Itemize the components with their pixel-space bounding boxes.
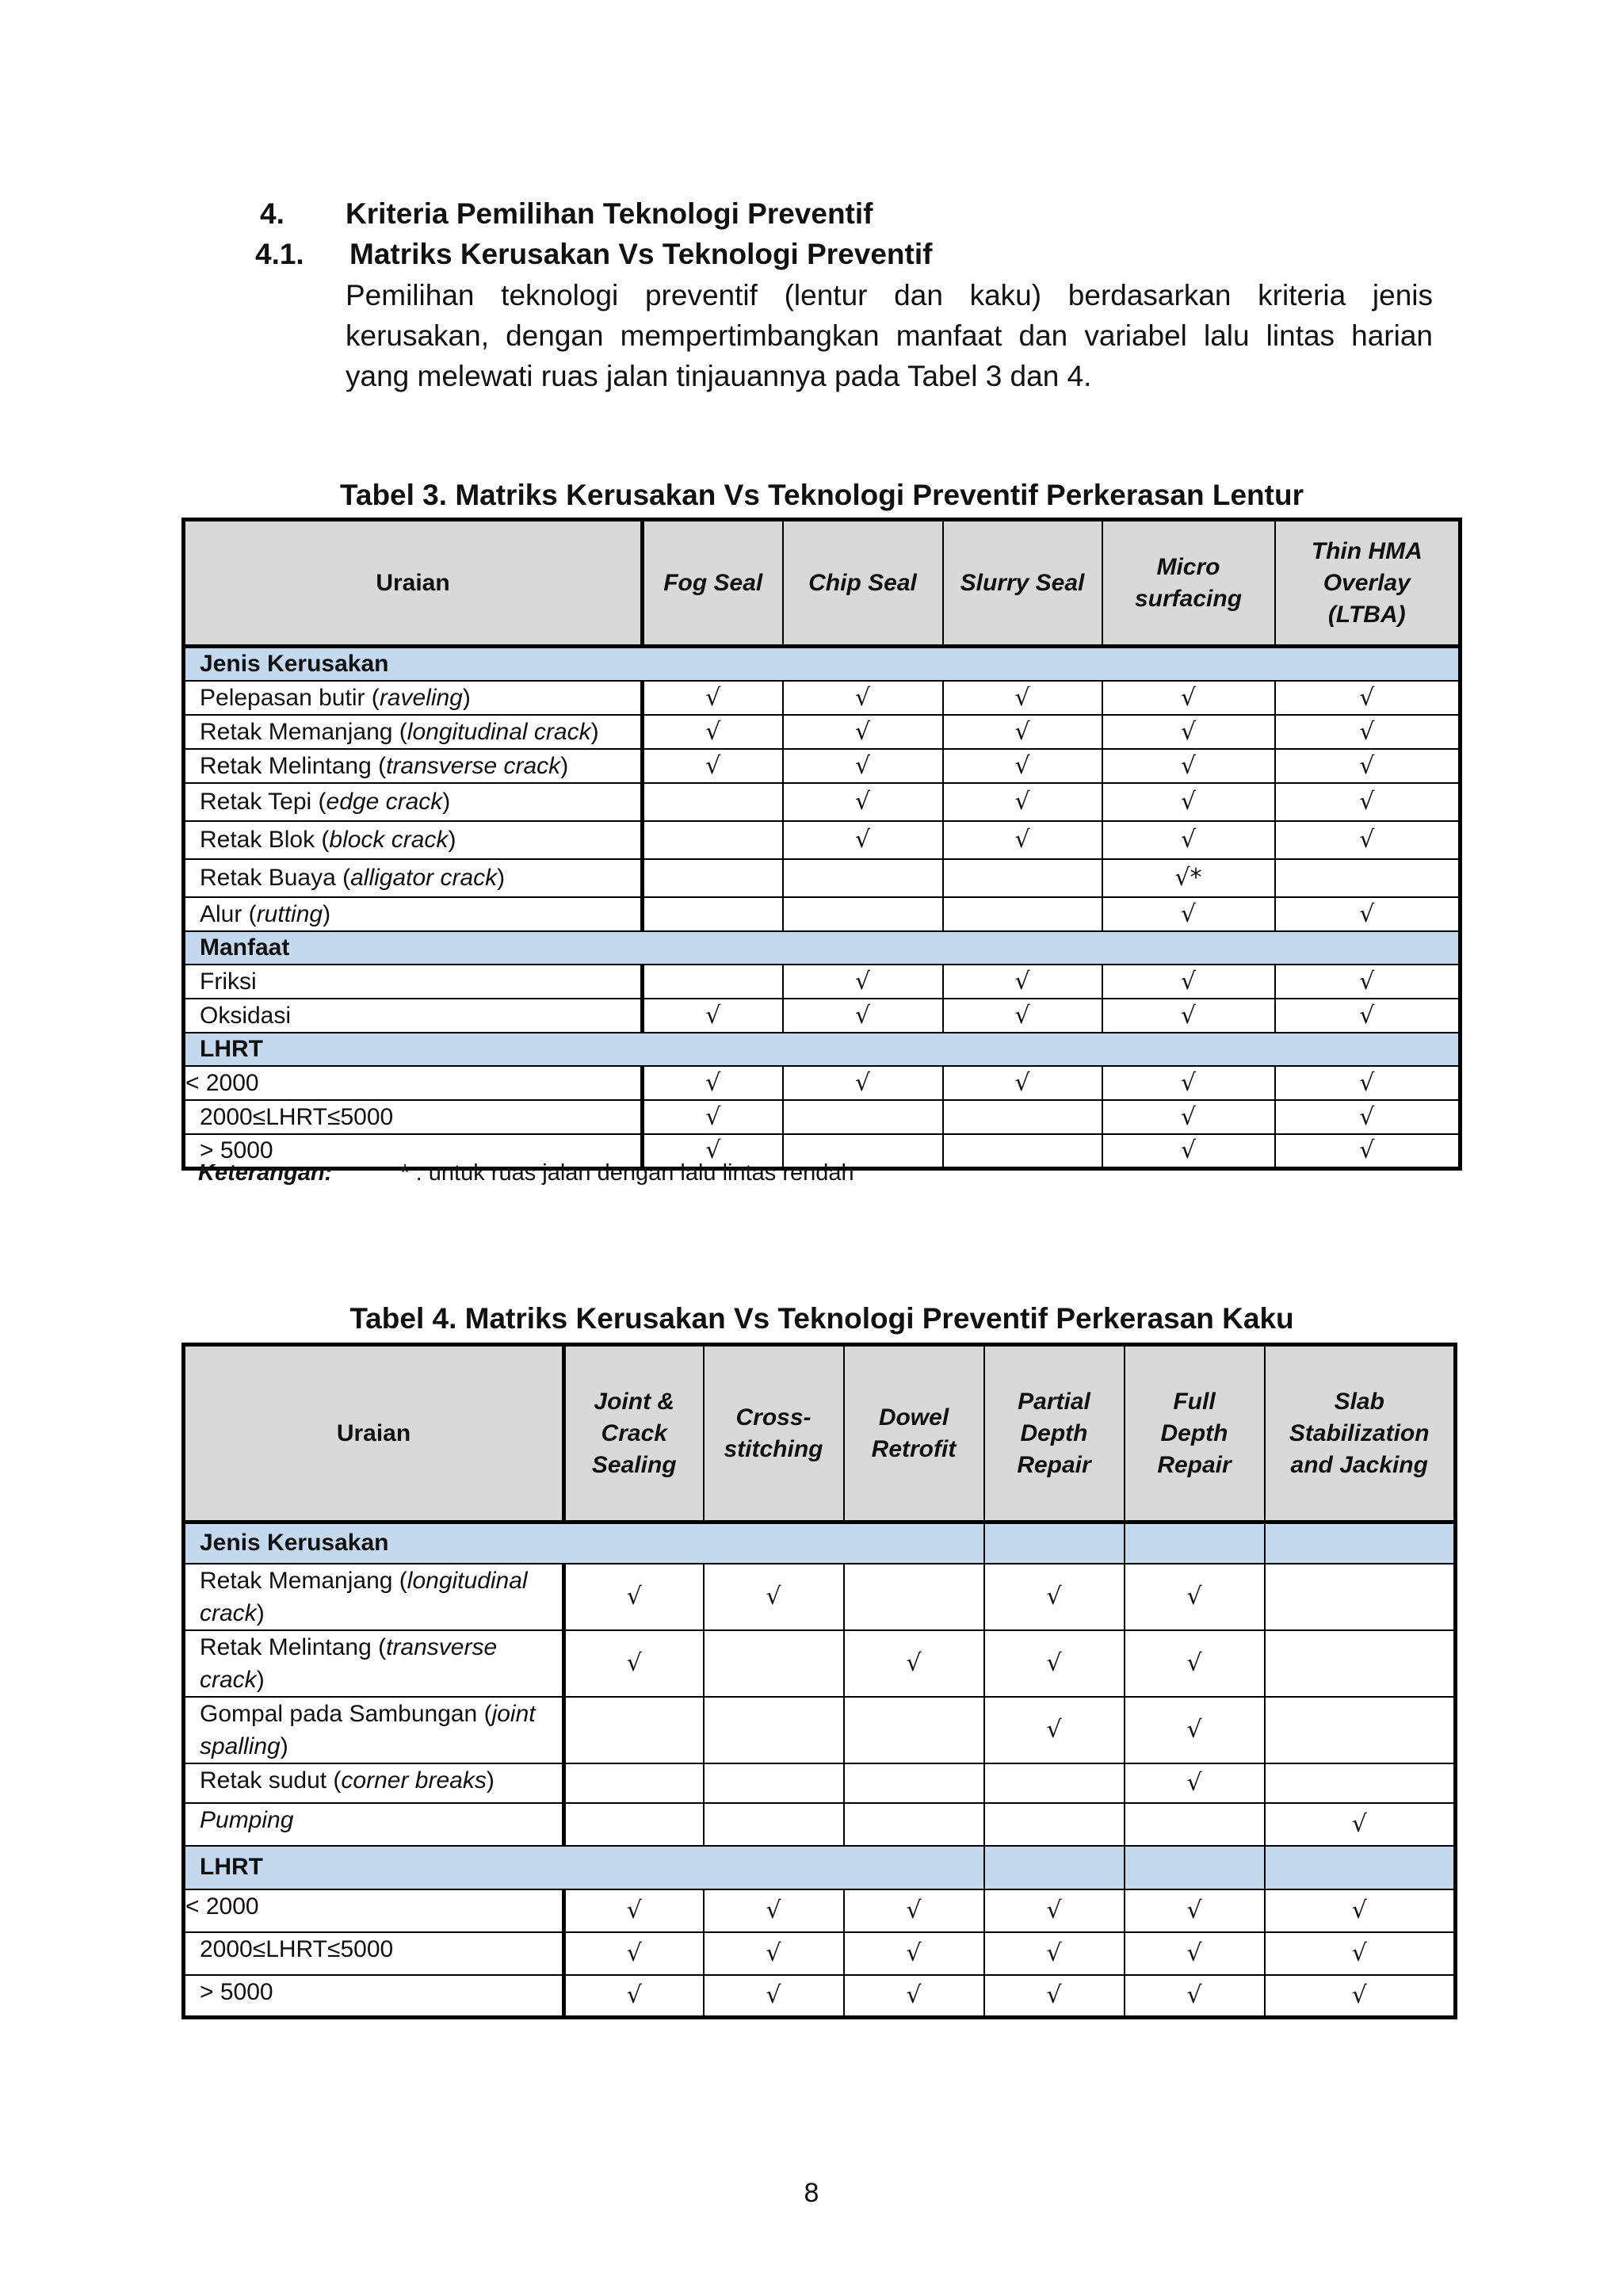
check-mark: √: [1275, 1066, 1461, 1100]
table4-header-cross-stitching: Cross-stitching: [704, 1345, 844, 1522]
check-mark: √: [1275, 1134, 1461, 1169]
check-mark: √: [783, 1066, 943, 1100]
row-label-suffix: ): [590, 718, 599, 745]
section-label: Manfaat: [184, 931, 1461, 965]
row-label: [184, 715, 643, 749]
check-mark: √: [943, 783, 1102, 821]
row-label-text: Retak Melintang (: [200, 752, 387, 779]
check-mark: √: [943, 681, 1102, 715]
empty-cell: [704, 1763, 844, 1803]
row-label-text: Retak Melintang (: [200, 1633, 387, 1660]
section-label: Jenis Kerusakan: [184, 1522, 984, 1564]
row-label: [184, 1100, 643, 1134]
section-cell: [984, 1846, 1125, 1889]
check-mark: √: [704, 1564, 844, 1630]
empty-cell: [844, 1697, 984, 1763]
check-mark: √: [643, 999, 783, 1033]
check-mark: √: [643, 1100, 783, 1134]
row-label-text: > 5000: [200, 1978, 273, 2005]
check-mark: √: [1102, 681, 1275, 715]
row-label-term: longitudinal crack: [407, 718, 591, 745]
row-label-suffix: ): [462, 684, 471, 711]
row-label-text: Pelepasan butir (: [200, 684, 380, 711]
section-row-jenis-kerusakan: [184, 1522, 1456, 1564]
row-label-term: joint spalling: [200, 1700, 536, 1759]
row-label: [184, 1932, 564, 1975]
row-label-term: edge crack: [326, 789, 443, 815]
check-mark: √: [1125, 1697, 1265, 1763]
check-mark: √: [844, 1889, 984, 1932]
table-row: [184, 749, 1461, 783]
check-mark: √: [1275, 1100, 1461, 1134]
check-mark: √: [1102, 821, 1275, 859]
row-label-suffix: ): [448, 827, 456, 853]
empty-cell: [1125, 1803, 1265, 1846]
row-label: [184, 749, 643, 783]
row-label-text: Friksi: [200, 968, 257, 995]
check-mark: √: [1265, 1975, 1456, 2018]
check-mark: √: [1265, 1889, 1456, 1932]
row-label-suffix: ): [280, 1733, 288, 1759]
empty-cell: [643, 859, 783, 897]
check-mark: √: [783, 821, 943, 859]
row-label-suffix: ): [323, 900, 331, 927]
check-mark: √: [1275, 783, 1461, 821]
row-label: [184, 1763, 564, 1803]
empty-cell: [1265, 1630, 1456, 1697]
table4-header-slab-stabilization: Slab Stabilization and Jacking: [1265, 1345, 1456, 1522]
check-mark: √: [1275, 821, 1461, 859]
row-label-suffix: ): [256, 1599, 265, 1626]
table4-header-partial-depth-repair: Partial Depth Repair: [984, 1345, 1125, 1522]
table-row: [184, 1975, 1456, 2018]
check-mark: √: [704, 1889, 844, 1932]
table-row: [184, 1803, 1456, 1846]
section-cell: [1125, 1522, 1265, 1564]
check-mark: √: [564, 1564, 704, 1630]
check-mark: √: [1275, 749, 1461, 783]
row-label-suffix: ): [497, 865, 506, 891]
table3-header-fog-seal: Fog Seal: [643, 520, 783, 647]
table-row: [184, 821, 1461, 859]
section-row-lhrt: [184, 1846, 1456, 1889]
table3-header-thin-hma: Thin HMA Overlay (LTBA): [1275, 520, 1461, 647]
row-label-term: transverse crack: [386, 752, 561, 779]
row-label: [184, 897, 643, 931]
check-mark: √: [943, 715, 1102, 749]
subsection-title: Matriks Kerusakan Vs Teknologi Preventif: [349, 238, 933, 270]
section-cell: [1125, 1846, 1265, 1889]
row-label: [184, 1975, 564, 2018]
page-number: 8: [804, 2178, 819, 2208]
section-title: Kriteria Pemilihan Teknologi Preventif: [346, 197, 873, 230]
check-mark: √: [783, 749, 943, 783]
check-mark: √: [1265, 1803, 1456, 1846]
note-text: * : untuk ruas jalan dengan lalu lintas rendah: [400, 1160, 854, 1186]
empty-cell: [943, 1100, 1102, 1134]
check-mark: √: [643, 1134, 783, 1169]
table3-header-chip-seal: Chip Seal: [783, 520, 943, 647]
table-row: [184, 1763, 1456, 1803]
row-label-term: longitudinal crack: [200, 1567, 528, 1626]
row-label-text: < 2000: [185, 1069, 259, 1096]
check-mark: √: [783, 681, 943, 715]
check-mark: √: [1275, 999, 1461, 1033]
row-label-text: Retak sudut (: [200, 1767, 342, 1794]
row-label: [184, 999, 643, 1033]
table-row: [184, 1697, 1456, 1763]
row-label-suffix: ): [560, 752, 569, 779]
row-label: [184, 859, 643, 897]
empty-cell: [844, 1564, 984, 1630]
check-mark: √: [564, 1889, 704, 1932]
table-row: [184, 965, 1461, 999]
empty-cell: [844, 1803, 984, 1846]
section-row-jenis-kerusakan: [184, 647, 1461, 682]
check-mark: √: [1125, 1932, 1265, 1975]
check-mark: √: [1265, 1932, 1456, 1975]
row-label-text: 2000≤LHRT≤5000: [200, 1935, 394, 1962]
check-mark: √: [943, 749, 1102, 783]
table-row: [184, 1564, 1456, 1630]
section-cell: [1265, 1846, 1456, 1889]
table-row: [184, 897, 1461, 931]
empty-cell: [984, 1763, 1125, 1803]
check-mark: √: [564, 1630, 704, 1697]
table4: [181, 1343, 1457, 2019]
table4-header-dowel-retrofit: Dowel Retrofit: [844, 1345, 984, 1522]
empty-cell: [704, 1803, 844, 1846]
row-label-text: Retak Memanjang (: [200, 718, 407, 745]
section-number: 4.: [260, 197, 285, 230]
row-label-term: raveling: [379, 684, 463, 711]
row-label-term: Pumping: [200, 1806, 294, 1833]
table4-header-full-depth-repair: Full Depth Repair: [1125, 1345, 1265, 1522]
empty-cell: [943, 859, 1102, 897]
table-row: [184, 681, 1461, 715]
table4-caption: Tabel 4. Matriks Kerusakan Vs Teknologi Preventif Perkerasan Kaku: [349, 1302, 1294, 1335]
row-label: [184, 1697, 564, 1763]
row-label-term: transverse crack: [200, 1633, 498, 1693]
empty-cell: [783, 859, 943, 897]
empty-cell: [643, 821, 783, 859]
check-mark: √: [984, 1697, 1125, 1763]
table3-header-slurry-seal: Slurry Seal: [943, 520, 1102, 647]
table3-note: [198, 1159, 854, 1187]
row-label-text: Retak Memanjang (: [200, 1567, 407, 1594]
row-label-text: < 2000: [185, 1893, 259, 1920]
check-mark: √: [984, 1975, 1125, 2018]
row-label-suffix: ): [256, 1666, 265, 1693]
row-label-term: alligator crack: [350, 865, 498, 891]
table-row: [184, 1630, 1456, 1697]
check-mark: √: [783, 783, 943, 821]
empty-cell: [704, 1697, 844, 1763]
empty-cell: [844, 1763, 984, 1803]
check-mark: √: [643, 715, 783, 749]
table-row: [184, 999, 1461, 1033]
row-label-text: Oksidasi: [200, 1002, 292, 1029]
table-row: [184, 1889, 1456, 1932]
section-cell: [1265, 1522, 1456, 1564]
check-mark: √: [844, 1630, 984, 1697]
empty-cell: [943, 897, 1102, 931]
row-label-text: Retak Tepi (: [200, 789, 327, 815]
empty-cell: [783, 1100, 943, 1134]
check-mark: √: [704, 1975, 844, 2018]
row-label: [184, 783, 643, 821]
empty-cell: [564, 1803, 704, 1846]
check-mark: √: [1102, 1100, 1275, 1134]
check-mark: √: [643, 681, 783, 715]
check-mark: √: [1102, 999, 1275, 1033]
table3-header-uraian: Uraian: [184, 520, 643, 647]
row-label: [184, 965, 643, 999]
section-label: Jenis Kerusakan: [184, 647, 1461, 682]
intro-paragraph: Pemilihan teknologi preventif (lentur dan kaku) berdasarkan kriteria jenis kerusakan, dengan mempertimbangkan manfaat dan variabel lalu lintas harian yang melewati ruas jalan tinjauannya pada Tabel 3 dan 4.: [346, 279, 1433, 392]
row-label-suffix: ): [442, 789, 451, 815]
section-row-manfaat: [184, 931, 1461, 965]
section-cell: [984, 1522, 1125, 1564]
row-label: [184, 1066, 643, 1100]
check-mark: √: [783, 999, 943, 1033]
empty-cell: [1265, 1564, 1456, 1630]
row-label-text: Retak Buaya (: [200, 865, 351, 891]
table-row: [184, 1100, 1461, 1134]
check-mark: √: [984, 1564, 1125, 1630]
empty-cell: [943, 1134, 1102, 1169]
check-mark: √: [943, 999, 1102, 1033]
empty-cell: [1275, 859, 1461, 897]
row-label: [184, 821, 643, 859]
table-row: [184, 859, 1461, 897]
table4-header-joint-crack-sealing: Joint & Crack Sealing: [564, 1345, 704, 1522]
check-mark: √: [984, 1630, 1125, 1697]
empty-cell: [1265, 1763, 1456, 1803]
row-label-text: Retak Blok (: [200, 827, 330, 853]
row-label-term: corner breaks: [341, 1767, 487, 1794]
check-mark: √: [1102, 897, 1275, 931]
check-mark: √: [1275, 965, 1461, 999]
check-mark: √*: [1102, 859, 1275, 897]
table-row: [184, 1066, 1461, 1100]
row-label-text: 2000≤LHRT≤5000: [200, 1103, 394, 1130]
section-label: LHRT: [184, 1033, 1461, 1066]
table3: [181, 518, 1462, 1171]
empty-cell: [984, 1803, 1125, 1846]
check-mark: √: [943, 821, 1102, 859]
row-label-term: rutting: [256, 900, 323, 927]
table-row: [184, 1932, 1456, 1975]
row-label-text: Alur (: [200, 900, 257, 927]
empty-cell: [704, 1630, 844, 1697]
table4-header-uraian: Uraian: [184, 1345, 564, 1522]
check-mark: √: [564, 1975, 704, 2018]
empty-cell: [564, 1763, 704, 1803]
check-mark: √: [984, 1932, 1125, 1975]
check-mark: √: [704, 1932, 844, 1975]
check-mark: √: [783, 965, 943, 999]
check-mark: √: [1275, 897, 1461, 931]
row-label: [184, 1564, 564, 1630]
empty-cell: [643, 783, 783, 821]
empty-cell: [783, 897, 943, 931]
row-label-suffix: ): [486, 1767, 495, 1794]
check-mark: √: [844, 1932, 984, 1975]
table-row: [184, 715, 1461, 749]
subsection-number: 4.1.: [255, 238, 304, 270]
check-mark: √: [643, 749, 783, 783]
row-label-text: Gompal pada Sambungan (: [200, 1700, 492, 1727]
empty-cell: [1265, 1697, 1456, 1763]
check-mark: √: [1102, 749, 1275, 783]
check-mark: √: [984, 1889, 1125, 1932]
table3-caption: Tabel 3. Matriks Kerusakan Vs Teknologi Preventif Perkerasan Lentur: [340, 479, 1304, 511]
row-label: [184, 1803, 564, 1846]
check-mark: √: [1102, 1134, 1275, 1169]
check-mark: √: [943, 1066, 1102, 1100]
check-mark: √: [844, 1975, 984, 2018]
note-label: Keterangan:: [198, 1160, 333, 1186]
section-row-lhrt: [184, 1033, 1461, 1066]
check-mark: √: [943, 965, 1102, 999]
check-mark: √: [1125, 1564, 1265, 1630]
row-label-term: block crack: [329, 827, 449, 853]
row-label-text: > 5000: [200, 1137, 273, 1163]
empty-cell: [643, 965, 783, 999]
table-row: [184, 783, 1461, 821]
check-mark: √: [1102, 715, 1275, 749]
check-mark: √: [1275, 681, 1461, 715]
check-mark: √: [1125, 1975, 1265, 2018]
row-label: [184, 1889, 564, 1932]
table3-header-micro-surfacing: Micro surfacing: [1102, 520, 1275, 647]
check-mark: √: [643, 1066, 783, 1100]
row-label: [184, 681, 643, 715]
check-mark: √: [1125, 1630, 1265, 1697]
check-mark: √: [1125, 1763, 1265, 1803]
row-label: [184, 1630, 564, 1697]
check-mark: √: [783, 715, 943, 749]
check-mark: √: [1125, 1889, 1265, 1932]
section-label: LHRT: [184, 1846, 984, 1889]
check-mark: √: [1275, 715, 1461, 749]
empty-cell: [564, 1697, 704, 1763]
check-mark: √: [1102, 1066, 1275, 1100]
check-mark: √: [1102, 783, 1275, 821]
check-mark: √: [1102, 965, 1275, 999]
empty-cell: [643, 897, 783, 931]
check-mark: √: [564, 1932, 704, 1975]
